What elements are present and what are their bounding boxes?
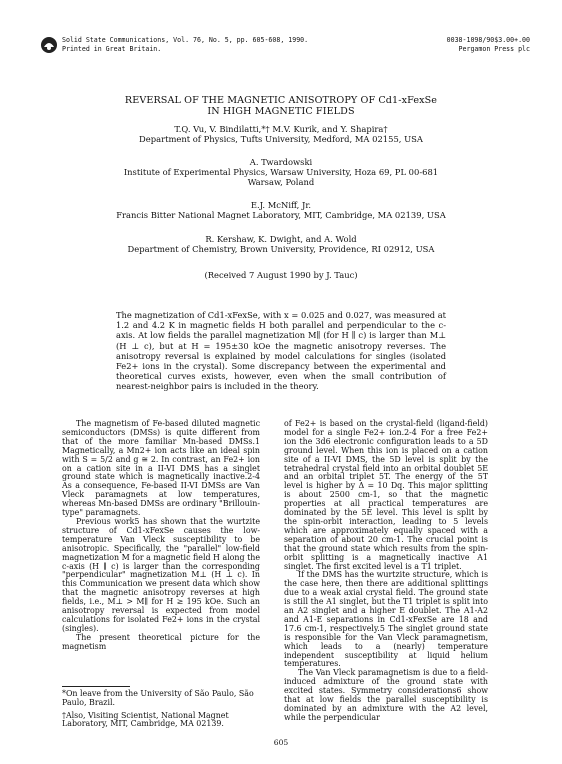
footnote-divider	[62, 686, 130, 687]
author-affiliation: Francis Bitter National Magnet Laboratory, MIT, Cambridge, MA 02139, USA	[116, 210, 446, 220]
title-line-1: REVERSAL OF THE MAGNETIC ANISOTROPY OF Cd1-xFexSe	[124, 95, 438, 106]
publisher: Pergamon Press plc	[458, 45, 530, 53]
author-names: T.Q. Vu, V. Bindilatti,*† M.V. Kurik, and Y. Shapira†	[174, 124, 388, 134]
body-paragraph: Previous work5 has shown that the wurtzite structure of Cd1-xFexSe causes the low-temperature Van Vleck susceptibility to be anisotropic. Specifically, the "parallel" low-field magnetization M for a magnetic field H along the c-axis (H ∥ c) is larger than the corresponding "perpendicular" magnetization M⊥ (H ⊥ c). In this Communication we present data which show that the magnetic anisotropy reverses at high fields, i.e., M⊥ > M∥ for H ≥ 195 kOe. Such an anisotropy reversal is expected from model calculations for isolated Fe2+ ions in the crystal (singles).	[62, 516, 260, 633]
author-group-warsaw	[121, 157, 441, 187]
body-paragraph: If the DMS has the wurtzite structure, which is the case here, then there are additional splittings due to a weak axial crystal field. The ground state is still the A1 singlet, but the T1 triplet is split into an A2 singlet and a higher E doublet. The A1-A2 and A1-E separations in Cd1-xFexSe are 18 and 17.6 cm-1, respectively.5 The singlet ground state is responsible for the Van Vleck paramagnetism, which leads to a (nearly) temperature independent susceptibility at liquid helium temperatures.	[284, 570, 488, 669]
journal-header	[40, 36, 530, 58]
paper-title	[0, 95, 562, 117]
author-group-tufts	[0, 124, 562, 144]
author-affiliation: Department of Physics, Tufts University, Medford, MA 02155, USA	[139, 134, 423, 144]
body-paragraph: of Fe2+ is based on the crystal-field (ligand-field) model for a single Fe2+ ion.2-4 For a free Fe2+ ion the 3d6 electronic configuration leads to a 5D ground level. When this ion is placed on a cation site of a II-VI DMS, the 5D level is split by the tetrahedral crystal field into an orbital doublet 5E and an orbital triplet 5T. The energy of the 5T level is higher by Δ = 10 Dq. This major splitting is about 2500 cm-1, so that the magnetic properties at all practical temperatures are dominated by the 5E level. This level is split by the spin-orbit interaction, leading to 5 levels which are approximately equally spaced with a separation of about 20 cm-1. The crucial point is that the ground state which results from the spin-orbit splitting is a magnetically inactive A1 singlet. The first excited level is a T1 triplet.	[284, 419, 488, 571]
page-number: 605	[273, 738, 289, 747]
journal-citation: Solid State Communications, Vol. 76, No. 5, pp. 605-608, 1990.	[62, 36, 309, 44]
author-names: E.J. McNiff, Jr.	[250, 200, 312, 210]
footnote: †Also, Visiting Scientist, National Magnet Laboratory, MIT, Cambridge, MA 02139.	[62, 710, 229, 729]
footnotes	[62, 686, 260, 733]
author-names: R. Kershaw, K. Dwight, and A. Wold	[205, 234, 357, 244]
author-affiliation: Institute of Experimental Physics, Warsaw University, Hoza 69, PL 00-681 Warsaw, Poland	[123, 167, 439, 187]
pergamon-logo-icon	[40, 36, 58, 54]
author-names: A. Twardowski	[249, 157, 313, 167]
body-column-right	[284, 420, 488, 723]
title-line-2: IN HIGH MAGNETIC FIELDS	[207, 106, 355, 117]
abstract: The magnetization of Cd1-xFexSe, with x = 0.025 and 0.027, was measured at 1.2 and 4.2 K in magnetic fields H both parallel and perpendicular to the c-axis. At low fields the parallel magnetization M∥ (for H ∥ c) is larger than M⊥ (H ⊥ c), but at H = 195±30 kOe the magnetic anisotropy reverses. The anisotropy reversal is explained by model calculations for singles (isolated Fe2+ ions in the crystal). Some discrepancy between the experimental and theoretical curves exists, however, even when the small contribution of nearest-neighbor pairs is included in the theory.	[116, 310, 446, 392]
author-affiliation: Department of Chemistry, Brown University, Providence, RI 02912, USA	[127, 244, 435, 254]
printed-in: Printed in Great Britain.	[62, 45, 162, 53]
footnote: *On leave from the University of São Paulo, São Paulo, Brazil.	[62, 689, 254, 707]
author-group-brown	[0, 234, 562, 254]
author-group-mit	[0, 200, 562, 220]
body-paragraph: The Van Vleck paramagnetism is due to a field-induced admixture of the ground state with excited states. Symmetry considerations6 show that at low fields the parallel susceptibility is dominated by an admixture with the A2 level, while the perpendicular	[284, 668, 488, 722]
body-column-left	[62, 420, 260, 652]
body-paragraph: The magnetism of Fe-based diluted magnetic semiconductors (DMSs) is quite different from that of the more familiar Mn-based DMSs.1 Magnetically, a Mn2+ ion acts like an ideal spin with S = 5/2 and g ≅ 2. In contrast, an Fe2+ ion on a cation site in a II-VI DMS has a singlet ground state which is magnetically inactive.2-4 As a consequence, Fe-based II-VI DMSs are Van Vleck paramagnets at low temperatures, whereas Mn-based DMSs are ordinary "Brillouin-type" paramagnets.	[62, 419, 260, 518]
body-paragraph: The present theoretical picture for the magnetism	[62, 632, 260, 651]
received-date: (Received 7 August 1990 by J. Tauc)	[204, 270, 358, 280]
issn-price: 0038-1098/90$3.00+.00	[446, 36, 530, 44]
